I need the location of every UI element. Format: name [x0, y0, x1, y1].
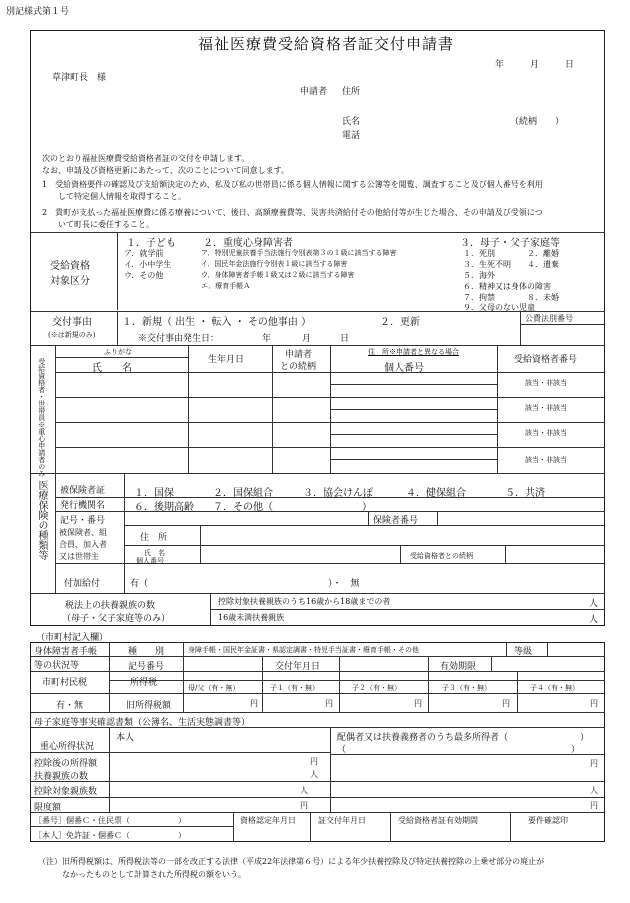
- office-grade: 等級: [514, 647, 533, 657]
- issue-label: 交付事由: [52, 317, 92, 328]
- insurer-number-label: 保険者番号: [373, 516, 419, 526]
- category-disabled-c[interactable]: ウ．身体障害者手帳１級又は２級に該当する障害: [201, 271, 355, 279]
- office-footer-stamp: 要件確認印: [528, 816, 568, 825]
- intro-line1: 次のとおり福祉医療費受給資格者証の交付を申請します。: [42, 154, 250, 163]
- extra-benefit-label: 付加給付: [64, 579, 101, 589]
- members-name-header: 氏 名: [92, 363, 132, 374]
- insurance-relation-label: 受給資格者との続柄: [410, 552, 473, 560]
- office-symbol: 記号番号: [128, 662, 165, 672]
- member-row2-status[interactable]: 該当・非該当: [525, 404, 567, 412]
- date-day: 日: [565, 60, 575, 70]
- office-footer-cert-date: 資格認定年月日: [240, 816, 296, 825]
- dependents-label1: 税法上の扶養親族の数: [65, 601, 156, 611]
- office-yesno[interactable]: 有・無: [56, 701, 84, 711]
- category-disabled-title: ２．重度心身障害者: [203, 238, 293, 249]
- office-limit-yen2: 円: [590, 801, 598, 810]
- insurance-type-3[interactable]: ３．協会けんぽ: [303, 488, 373, 499]
- intro-item1b: して特定個人情報を取得すること。: [58, 192, 186, 201]
- category-label2: 対象区分: [50, 276, 90, 287]
- office-footer-id[interactable]: ［本人］免許証・個番Ｃ（ ）: [34, 831, 186, 840]
- office-footer-validity: 受給資格者証有効期間: [398, 816, 478, 825]
- category-children-a[interactable]: ア．就学前: [124, 249, 164, 258]
- issue-start-label: ※交付事由発生日：: [138, 334, 220, 344]
- office-limit-yen: 円: [300, 801, 308, 810]
- form-title: 福祉医療費受給資格者証交付申請書: [198, 35, 455, 53]
- applicant-phone-label: 電話: [342, 131, 361, 141]
- members-birth-header: 生年月日: [208, 355, 245, 365]
- issue-note: (※は新規のみ): [48, 331, 96, 339]
- issue-new[interactable]: １．新規（ 出生 ・ 転入 ・ その他事由 ）: [122, 317, 312, 328]
- category-sp-8[interactable]: ８．未婚: [527, 293, 559, 302]
- office-spouse: 配偶者又は扶養義務者のうち最多所得者（ ）: [337, 733, 590, 743]
- form-number: 別記様式第１号: [6, 7, 70, 17]
- date-year: 年: [495, 60, 505, 70]
- office-spouse-paren: （ ）: [337, 745, 581, 755]
- office-family-doc: 母子家庭等事実確認書類（公簿名、生活実態調書等）: [34, 718, 251, 728]
- applicant-name-label: 氏名: [342, 117, 361, 127]
- office-yen-4: 円: [502, 699, 510, 708]
- insurance-type-6[interactable]: ６．後期高齢: [134, 502, 194, 513]
- members-relation-header1: 申請者: [285, 350, 313, 360]
- office-count-person2: 人: [590, 786, 598, 795]
- category-sp-9[interactable]: ９．父母のない児童: [463, 303, 535, 312]
- office-yen-3: 円: [414, 699, 422, 708]
- category-children-b[interactable]: イ．小中学生: [124, 260, 172, 269]
- insurance-type-1[interactable]: １．国保: [134, 488, 174, 499]
- date-month: 月: [530, 60, 540, 70]
- insurance-holder1: 被保険者、組: [59, 528, 107, 537]
- office-person-3[interactable]: 子２（有・無）: [352, 684, 401, 692]
- members-relation-header2: との続柄: [280, 362, 317, 372]
- issue-start-year: 年: [262, 334, 272, 344]
- issue-start-day: 日: [340, 334, 350, 344]
- office-after-person: 人: [310, 770, 318, 779]
- office-income-tax: 所得税: [130, 678, 158, 688]
- category-sp-2[interactable]: ２．離婚: [527, 249, 559, 258]
- office-valid: 有効期限: [440, 662, 477, 672]
- category-disabled-b[interactable]: イ．国民年金法施行令別表１級に該当する障害: [201, 260, 348, 268]
- category-sp-4[interactable]: ４．遺棄: [527, 260, 559, 269]
- office-spouse-yen: 円: [590, 759, 598, 768]
- office-person-1[interactable]: 母/父（有・無）: [188, 684, 240, 692]
- dependents-unit2: 人: [589, 615, 599, 625]
- insurance-issuer-label: 発行機関名: [60, 501, 106, 511]
- office-heading: （市町村記入欄）: [36, 633, 109, 643]
- office-issued: 交付年月日: [275, 662, 321, 672]
- insurance-symbol-label: 記号・番号: [60, 516, 106, 526]
- category-sp-6[interactable]: ６．精神又は身体の障害: [463, 282, 551, 291]
- dependents-label2: （母子・父子家庭等のみ）: [62, 614, 171, 624]
- intro-item1a: 1 受給資格要件の確認及び支給額決定のため、私及び私の世帯員に係る個人情報に関する公簿等を閲覧、調査すること及び個人番号を利用: [42, 180, 543, 189]
- intro-item2b: いて町長に委任すること。: [58, 220, 154, 229]
- office-count-person: 人: [300, 786, 308, 795]
- member-row1-status[interactable]: 該当・非該当: [525, 379, 567, 387]
- note-line2: なかったものとして計算された所得税の額をいう。: [62, 870, 246, 879]
- office-after-yen: 円: [310, 757, 318, 766]
- extra-benefit-yes[interactable]: 有（: [130, 579, 149, 589]
- members-my-number-header: 個人番号: [384, 363, 424, 374]
- insurance-side-label: 医療保険の種類等: [36, 480, 47, 560]
- member-row3-status[interactable]: 該当・非該当: [525, 429, 567, 437]
- category-sp-7[interactable]: ７．拘禁: [463, 293, 495, 302]
- category-children-title: １．子ども: [126, 238, 176, 249]
- office-yen-1: 円: [250, 699, 258, 708]
- category-disabled-d[interactable]: エ．療育手帳Ａ: [201, 282, 251, 290]
- insurance-name-label: 氏 名: [144, 549, 165, 557]
- office-kind-label: 種 別: [128, 647, 165, 657]
- members-side-label: 受給資格者・世帯員※重心申請者のみ: [37, 358, 46, 477]
- office-footer-issue-date: 証交付年月日: [318, 816, 366, 825]
- category-disabled-a[interactable]: ア．特別児童扶養手当法施行令別表第３の１級に該当する障害: [201, 249, 397, 257]
- issue-renew[interactable]: ２．更新: [380, 317, 420, 328]
- dependents-unit1: 人: [589, 599, 599, 609]
- category-sp-1[interactable]: １．死別: [463, 249, 495, 258]
- office-kinds[interactable]: 身障手帳・国民年金証書・県認定調書・特児手当証書・療育手帳・その他: [188, 646, 419, 654]
- office-after1: 控除後の所得額: [34, 759, 98, 769]
- insurance-holder3: 又は世帯主: [59, 552, 99, 561]
- applicant-relation: （続柄 ）: [510, 117, 565, 127]
- office-income-status: 重心所得状況: [40, 742, 95, 752]
- category-single-parent-title: ３．母子・父子家庭等: [460, 238, 560, 249]
- applicant-label: 申請者: [300, 87, 328, 97]
- members-cert-no-header: 受給資格者番号: [514, 355, 578, 365]
- members-furigana: ふりがな: [104, 348, 132, 356]
- office-handbook1: 身体障害者手帳: [34, 647, 98, 657]
- office-person-5[interactable]: 子４（有・無）: [530, 684, 579, 692]
- office-tax-status: 市町村民税: [42, 678, 88, 688]
- insurance-cert-label: 被保険者証: [60, 486, 106, 496]
- insurance-type-2[interactable]: ２．国保組合: [213, 488, 273, 499]
- dependents-row2: 16歳未満扶養親族: [218, 613, 285, 622]
- category-sp-5[interactable]: ５．海外: [463, 271, 495, 280]
- office-old-tax: 旧所得税額: [126, 701, 172, 711]
- insurance-type-7-close: ）: [362, 502, 372, 513]
- office-limit: 限度額: [34, 803, 62, 813]
- applicant-address-label: 住所: [342, 87, 361, 97]
- office-yen-5: 円: [590, 699, 598, 708]
- dependents-row1: 控除対象扶養親族のうち16歳から18歳までの者: [218, 597, 391, 606]
- office-self: 本人: [116, 733, 135, 743]
- addressee: 草津町長 様: [52, 73, 107, 83]
- insurance-holder2: 合員、加入者: [59, 540, 107, 549]
- insurance-my-number-label: 個人番号: [136, 557, 164, 565]
- member-row4-status[interactable]: 該当・非該当: [525, 456, 567, 464]
- category-children-c[interactable]: ウ．その他: [124, 271, 164, 280]
- extra-benefit-no[interactable]: ）・ 無: [328, 579, 360, 589]
- office-footer-number[interactable]: ［番号］個番Ｃ・住民票（ ）: [34, 816, 186, 825]
- insurance-type-4[interactable]: ４．健保組合: [406, 488, 466, 499]
- intro-line2: なお、申請及び資格更新にあたって、次のことについて同意します。: [42, 166, 290, 175]
- note-line1: （注）旧所得税額は、所得税法等の一部を改正する法律（平成22年法律第６号）による年少扶養控除及び特定扶養控除の上乗せ部分の廃止が: [38, 857, 545, 866]
- public-number-label: 公費法別番号: [525, 314, 573, 323]
- category-sp-3[interactable]: ３．生死不明: [463, 260, 511, 269]
- members-address-note: 住 所※申請者と異なる場合: [368, 348, 459, 356]
- insurance-type-5[interactable]: ５．共済: [505, 488, 545, 499]
- office-after2: 扶養親族の数: [34, 772, 89, 782]
- category-label1: 受給資格: [50, 261, 90, 272]
- office-person-4[interactable]: 子３（有・無）: [442, 684, 491, 692]
- intro-item2a: 2 貴町が支払った福祉医療費に係る療養について、後日、高額療養費等、災害共済給付その他給付等が生じた場合、その申請及び受領につ: [42, 208, 543, 217]
- office-person-2[interactable]: 子１（有・無）: [270, 684, 319, 692]
- office-handbook2: 等の状況等: [34, 661, 80, 671]
- office-count: 控除対象親族数: [34, 787, 98, 797]
- insurance-type-7[interactable]: ７．その他（: [213, 502, 273, 513]
- issue-start-month: 月: [302, 334, 312, 344]
- insurance-address-label: 住 所: [140, 533, 168, 543]
- office-yen-2: 円: [325, 699, 333, 708]
